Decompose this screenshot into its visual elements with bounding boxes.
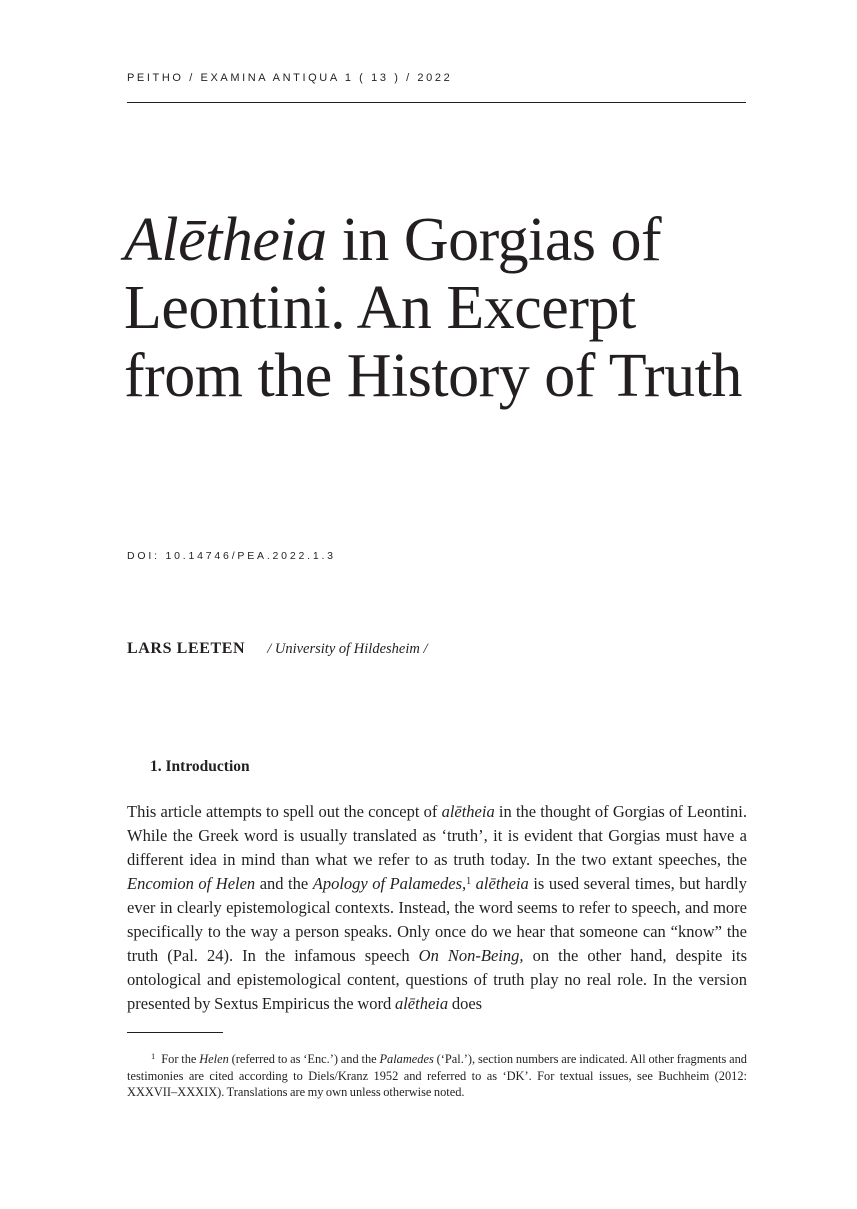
footnote-reference[interactable]: 1	[466, 876, 472, 887]
affiliation-open-slash: /	[267, 641, 275, 657]
body-text-run: is used several times, but hardly ever in clearly epistemological contexts. Instead, the word seems to refer to speech, and more specifically to the way a person speaks. Only once do we hear that someone can “know” the truth (Pal. 24). In the infamous speech	[127, 874, 748, 965]
footnote-number: 1	[151, 1051, 156, 1061]
body-text-run: in the thought of Gorgias of Leontini. While the Greek word is usually translated as ‘truth’, it is evident that Gorgias must have a different idea in mind than what we refer to as truth today. In the two extant speeches, the	[127, 802, 747, 869]
header-rule	[127, 102, 746, 103]
author-affiliation	[267, 641, 427, 657]
body-paragraph	[127, 800, 747, 1016]
affiliation-name: University of Hildesheim	[274, 641, 420, 657]
footnote-text-run: (‘Pal.’), section numbers are indicated. All other fragments and testimonies are cited according to Diels/Kranz 1952 and referred to as ‘DK’. For textual issues, see Buchheim (2012: XXXVII–XXXIX). Translations are my own unless otherwise noted.	[127, 1052, 747, 1099]
author-line	[127, 640, 428, 658]
body-text-run: on the other hand, despite its ontological and epistemological content, questions of truth play no real role. In the version presented by Sextus Empiricus the word	[127, 946, 747, 1013]
author-name: LARS LEETEN	[127, 640, 246, 657]
body-text-run: This article attempts to spell out the concept of	[127, 802, 442, 821]
running-head: PEITHO / EXAMINA ANTIQUA 1 ( 13 ) / 2022	[127, 72, 453, 84]
footnote	[127, 1051, 747, 1101]
footnote-text-run: For the	[161, 1052, 200, 1066]
work-title: Apology of Palamedes,	[312, 874, 467, 893]
greek-term: alētheia	[475, 874, 529, 893]
title-rest: in Gorgias of Leontini. An Excerpt from the History of Truth	[124, 206, 742, 410]
footnote-rule	[127, 1032, 223, 1033]
work-title: Palamedes	[379, 1052, 434, 1066]
doi: DOI: 10.14746/PEA.2022.1.3	[127, 550, 336, 562]
work-title: On Non-Being,	[418, 946, 524, 965]
body-text-run: does	[448, 994, 483, 1013]
greek-term: alētheia	[394, 994, 449, 1013]
footnote-text-run: (referred to as ‘Enc.’) and the	[228, 1052, 380, 1066]
section-heading: 1. Introduction	[150, 758, 250, 775]
work-title: Encomion of Helen	[127, 874, 256, 893]
title-italic-term: Alētheia	[124, 206, 327, 274]
work-title: Helen	[199, 1052, 229, 1066]
affiliation-close-slash: /	[419, 641, 428, 657]
body-text-run: and the	[255, 874, 313, 893]
greek-term: alētheia	[441, 802, 495, 821]
article-title	[124, 206, 764, 410]
